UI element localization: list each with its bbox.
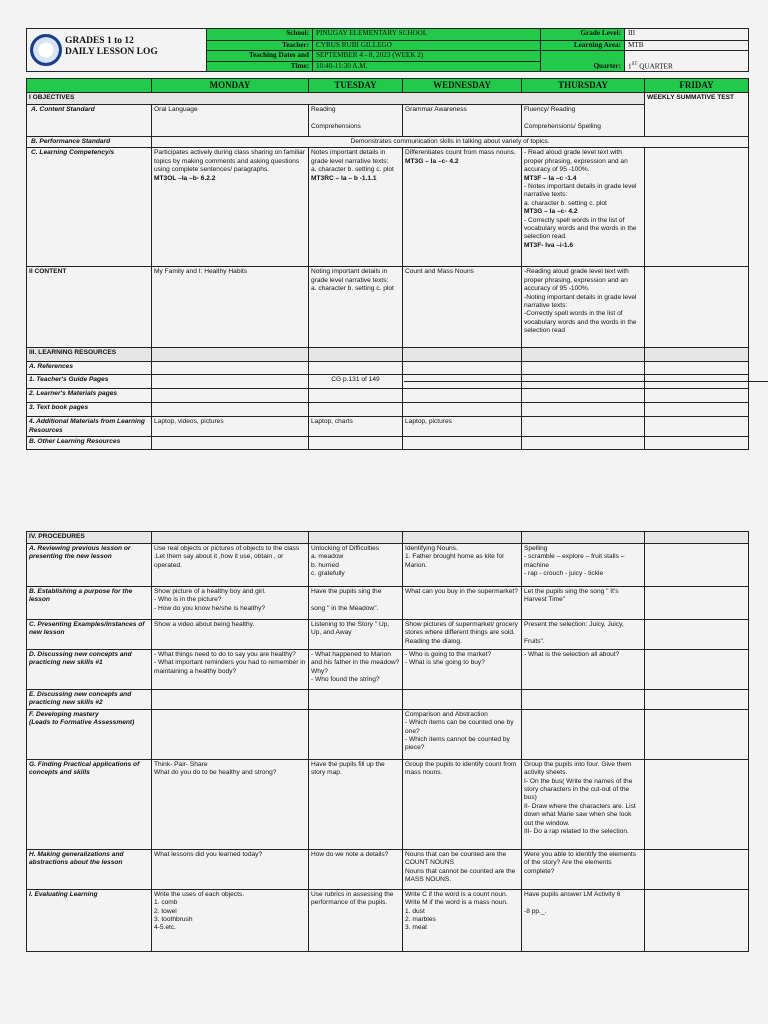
content-standard-tue: Reading Comprehensions <box>309 105 403 137</box>
lm-wed <box>403 389 522 403</box>
other-resources-label: B. Other Learning Resources <box>27 437 152 450</box>
procedure-row <box>27 690 749 710</box>
resources-thu <box>522 348 645 362</box>
tb-tue <box>309 403 403 417</box>
procedures-body <box>27 544 749 952</box>
procedure-cell <box>522 709 645 759</box>
tg-tue: CG p.131 of 149 <box>309 375 403 389</box>
deped-seal-icon <box>30 34 62 66</box>
day-header-blank <box>27 79 152 93</box>
procedure-cell: Write C if the word is a count noun. Write M if the word is a mass noun. 1. dust 2. marbles 3. meat <box>403 889 522 951</box>
competency-thu-code2: MT3G – Ia –c- 4.2 <box>524 208 578 216</box>
content-fri <box>645 267 749 348</box>
references-wed <box>403 362 522 375</box>
quarter-value <box>625 51 749 72</box>
lesson-log-sheet <box>26 28 748 450</box>
competency-mon-code: MT3OL –Ia –b- 6.2.2 <box>154 174 216 182</box>
content-thu: -Reading aloud grade level text with proper phrasing, expression and an accuracy of 95 -100%. -Noting important details in grade level narrative texts: -Correctly spell words in the list of vocabulary words and the words in the selection read <box>522 267 645 348</box>
procedure-cell: Present the selection: Juicy, Juicy, Fruits". <box>522 620 645 650</box>
procedure-cell: Have pupils answer LM Activity 6 -8 pp._. <box>522 889 645 951</box>
other-thu <box>522 437 645 450</box>
header-title-cell <box>27 29 207 72</box>
content-standard-wed: Grammar Awareness <box>403 105 522 137</box>
procedures-head-tue <box>309 532 403 544</box>
procedure-cell: Have the pupils sing the song " in the Meadow". <box>309 587 403 620</box>
procedure-cell <box>403 690 522 710</box>
resources-tue <box>309 348 403 362</box>
content-label: II CONTENT <box>27 267 152 348</box>
procedure-row <box>27 709 749 759</box>
competency-thu-code3: MT3F- Iva –i-1.6 <box>524 241 574 249</box>
additional-thu <box>522 417 645 437</box>
competency-thu-text2: - Notes important details in grade level narrative texts: a. character b. setting c. plot <box>524 183 637 207</box>
competency-label: C. Learning Competency/s <box>27 148 152 267</box>
time-value: 10:40-11:30 A.M. <box>313 61 541 72</box>
procedure-cell: Show a video about being healthy. <box>152 620 309 650</box>
procedure-cell: Listening to the Story " Up, Up, and Away <box>309 620 403 650</box>
procedures-head-wed <box>403 532 522 544</box>
quarter-suffix: ST <box>631 62 638 68</box>
references-fri <box>645 362 749 375</box>
content-standard-mon: Oral Language <box>152 105 309 137</box>
weekly-summative-test: WEEKLY SUMMATIVE TEST <box>645 93 749 137</box>
procedure-label: H. Making generalizations and abstractions about the lesson <box>27 849 152 889</box>
procedure-cell: Spelling - scramble – explore – fruit stalls – machine - rap - crouch - juicy - tickle <box>522 544 645 587</box>
resources-wed <box>403 348 522 362</box>
content-mon: My Family and I: Healthy Habits <box>152 267 309 348</box>
lm-thu <box>522 389 645 403</box>
lm-fri <box>645 389 749 403</box>
day-friday: FRIDAY <box>645 79 749 93</box>
tg-mon <box>152 375 309 389</box>
procedures-heading: IV. PROCEDURES <box>27 532 152 544</box>
competency-tue-text: Notes important details in grade level narrative texts: a. character b. setting c. plot <box>311 149 394 174</box>
procedure-cell: Use real objects or pictures of objects to the class .Let them say about it ,how it use, obtain , or operated. <box>152 544 309 587</box>
grade-label: Grade Level: <box>541 29 625 41</box>
procedure-cell <box>645 759 749 849</box>
procedure-cell: Were you able to identify the elements of the story? Are the elements complete? <box>522 849 645 889</box>
teacher-value: CYRUS RUBI GILLEGO <box>313 40 541 50</box>
school-label: School: <box>207 29 313 41</box>
procedure-cell: Have the pupils fill up the story map. <box>309 759 403 849</box>
references-tue <box>309 362 403 375</box>
tb-thu <box>522 403 645 417</box>
objectives-table <box>26 78 749 450</box>
procedure-cell: Use rubrics in assessing the performance of the pupils. <box>309 889 403 951</box>
tb-label: 3. Text book pages <box>27 403 152 417</box>
procedure-cell: - Who is going to the market? - What is she going to buy? <box>403 650 522 690</box>
content-standard-label: A. Content Standard <box>27 105 152 137</box>
tb-fri <box>645 403 749 417</box>
resources-fri <box>645 348 749 362</box>
procedure-label: C. Presenting Examples/instances of new lesson <box>27 620 152 650</box>
competency-mon <box>152 148 309 267</box>
competency-tue <box>309 148 403 267</box>
procedure-cell <box>309 709 403 759</box>
procedure-cell: Identifying Nouns. 1. Father brought home as kite for Marion. <box>403 544 522 587</box>
dates-value: SEPTEMBER 4 - 8, 2023 (WEEK 2) <box>313 51 541 61</box>
procedure-cell <box>645 849 749 889</box>
area-label: Learning Area: <box>541 40 625 50</box>
procedure-label: E. Discussing new concepts and practicing new skills #2 <box>27 690 152 710</box>
procedure-label: B. Establishing a purpose for the lesson <box>27 587 152 620</box>
area-value: MTB <box>625 40 749 50</box>
header-table <box>26 28 749 72</box>
procedure-cell: Nouns that can be counted are the COUNT NOUNS Nouns that cannot be counted are the MASS NOUNS. <box>403 849 522 889</box>
day-tuesday: TUESDAY <box>309 79 403 93</box>
resources-mon <box>152 348 309 362</box>
other-fri <box>645 437 749 450</box>
other-wed <box>403 437 522 450</box>
lm-tue <box>309 389 403 403</box>
competency-tue-code: MT3RC – Ia – b -1.1.1 <box>311 174 377 182</box>
procedure-cell: Comparison and Abstraction - Which items can be counted one by one? - Which items cannot be counted by piece? <box>403 709 522 759</box>
performance-standard: Demonstrates communication skills in talking about variety of topics. <box>152 137 749 148</box>
additional-mon: Laptop, videos, pictures <box>152 417 309 437</box>
references-mon <box>152 362 309 375</box>
competency-fri <box>645 148 749 267</box>
tb-wed <box>403 403 522 417</box>
procedure-label: G. Finding Practical applications of concepts and skills <box>27 759 152 849</box>
competency-wed-text: Differentiates count from mass nouns. <box>405 149 516 157</box>
additional-wed: Laptop, pictures <box>403 417 522 437</box>
procedure-cell: Group the pupils to identify count from mass nouns. <box>403 759 522 849</box>
procedure-cell: Show picture of a healthy boy and girl. - Who is in the picture? - How do you know he/she is healthy? <box>152 587 309 620</box>
competency-wed <box>403 148 522 267</box>
tg-label: 1. Teacher's Guide Pages <box>27 375 152 389</box>
procedures-table <box>26 531 749 952</box>
procedure-cell <box>522 690 645 710</box>
performance-standard-label: B. Performance Standard <box>27 137 152 148</box>
stray-rule <box>404 381 768 382</box>
competency-thu-code1: MT3F – Ia –c -1.4 <box>524 174 577 182</box>
competency-thu-text1: - Read aloud grade level text with proper phrasing, expression and an accuracy of 95 -100%. <box>524 149 628 174</box>
procedure-cell: What lessons did you learned today? <box>152 849 309 889</box>
day-thursday: THURSDAY <box>522 79 645 93</box>
procedure-cell <box>152 690 309 710</box>
procedure-label: A. Reviewing previous lesson or presenting the new lesson <box>27 544 152 587</box>
procedure-label: D. Discussing new concepts and practicing new skills #1 <box>27 650 152 690</box>
procedure-cell: Unlocking of Difficulties a. meadow b. hurried c. gratefully <box>309 544 403 587</box>
day-monday: MONDAY <box>152 79 309 93</box>
content-standard-thu: Fluency/ Reading Comprehensions/ Spelling <box>522 105 645 137</box>
references-label: A. References <box>27 362 152 375</box>
procedure-cell: Let the pupils sing the song " It's Harvest Time" <box>522 587 645 620</box>
school-value: PINUGAY ELEMENTARY SCHOOL <box>313 29 541 41</box>
day-wednesday: WEDNESDAY <box>403 79 522 93</box>
procedure-cell: Group the pupils into four. Give them activity sheets. I- On the bus( Write the names of the story characters in the cut-out of the bus) II- Draw where the characters are. List down what Marie saw when she look out the window. III- Do a rap related to the selection. <box>522 759 645 849</box>
quarter-number: 1 <box>628 62 632 71</box>
procedure-cell <box>309 690 403 710</box>
procedure-cell: - What things need to do to say you are healthy? - What important reminders you had to remember in maintaining a healthy body? <box>152 650 309 690</box>
additional-label: 4. Additional Materials from Learning Resources <box>27 417 152 437</box>
procedure-row <box>27 889 749 951</box>
procedures-head-mon <box>152 532 309 544</box>
procedures-head-fri <box>645 532 749 544</box>
procedure-label: F. Developing mastery (Leads to Formative Assessment) <box>27 709 152 759</box>
other-tue <box>309 437 403 450</box>
procedure-cell: - What happened to Marion and his father in the meadow? Why? - Who found the string? <box>309 650 403 690</box>
procedure-cell <box>645 650 749 690</box>
content-wed: Count and Mass Nouns <box>403 267 522 348</box>
procedures-sheet <box>26 531 748 952</box>
procedure-cell: Think- Pair- Share What do you do to be healthy and strong? <box>152 759 309 849</box>
dates-label: Teaching Dates and <box>207 51 313 61</box>
grade-value: III <box>625 29 749 41</box>
procedure-cell <box>645 544 749 587</box>
procedure-cell: Show pictures of supermarket/ grocery stores where different things are sold. Reading the dialog. <box>403 620 522 650</box>
other-mon <box>152 437 309 450</box>
procedure-cell <box>645 620 749 650</box>
procedure-cell <box>645 709 749 759</box>
time-label: Time: <box>207 61 313 72</box>
additional-tue: Laptop, charts <box>309 417 403 437</box>
procedure-label: I. Evaluating Learning <box>27 889 152 951</box>
procedure-cell <box>645 587 749 620</box>
references-thu <box>522 362 645 375</box>
title-line2: DAILY LESSON LOG <box>65 47 158 57</box>
title-line1: GRADES 1 to 12 <box>65 36 134 46</box>
tb-mon <box>152 403 309 417</box>
procedure-row <box>27 650 749 690</box>
procedure-cell <box>645 690 749 710</box>
procedure-row <box>27 620 749 650</box>
procedures-head-thu <box>522 532 645 544</box>
procedure-row <box>27 544 749 587</box>
lm-label: 2. Learner's Materials pages <box>27 389 152 403</box>
content-tue: Noting important details in grade level narrative texts: a. character b. setting c. plot <box>309 267 403 348</box>
competency-wed-code: MT3G – Ia –c- 4.2 <box>405 157 459 165</box>
lm-mon <box>152 389 309 403</box>
procedure-row <box>27 759 749 849</box>
procedure-cell: What can you buy in the supermarket? <box>403 587 522 620</box>
procedure-cell: How do we note a details? <box>309 849 403 889</box>
procedure-cell <box>152 709 309 759</box>
procedure-cell <box>645 889 749 951</box>
additional-fri <box>645 417 749 437</box>
competency-thu-text3: - Correctly spell words in the list of vocabulary words and the words in the selection read. <box>524 216 637 241</box>
competency-mon-text: Participates actively during class sharing on familiar topics by making comments and asking questions using complete sentences/ paragraphs. <box>154 149 305 174</box>
procedure-cell: Write the uses of each objects. 1. comb 2. towel 3. toothbrush 4-5.etc. <box>152 889 309 951</box>
competency-thu <box>522 148 645 267</box>
quarter-word: QUARTER <box>637 62 673 71</box>
procedure-row <box>27 849 749 889</box>
objectives-heading: I OBJECTIVES <box>27 93 645 105</box>
teacher-label: Teacher: <box>207 40 313 50</box>
quarter-label: Quarter: <box>541 51 625 72</box>
resources-heading: III. LEARNING RESOURCES <box>27 348 152 362</box>
procedure-cell: - What is the selection all about? <box>522 650 645 690</box>
procedure-row <box>27 587 749 620</box>
